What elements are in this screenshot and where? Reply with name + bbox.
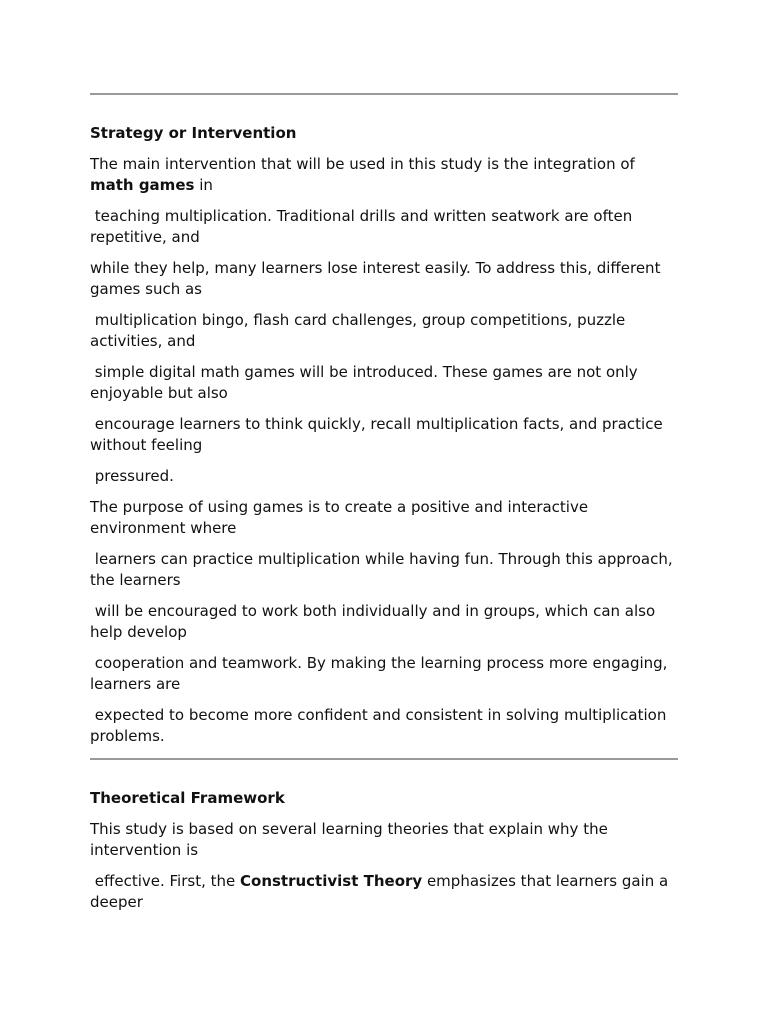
paragraph (90, 206, 678, 248)
paragraph (90, 497, 678, 539)
paragraph-text: in (194, 176, 213, 194)
paragraph-text: encourage learners to think quickly, recall multiplication facts, and practice without feeling (90, 415, 668, 454)
section-body-strategy (90, 154, 678, 757)
paragraph-text: multiplication bingo, flash card challenges, group competitions, puzzle activities, and (90, 311, 631, 350)
section-body-theoretical-framework (90, 819, 678, 923)
paragraph (90, 362, 678, 404)
paragraph-text: This study is based on several learning theories that explain why the intervention is (90, 820, 613, 859)
bold-term: Constructivist Theory (240, 872, 423, 890)
paragraph (90, 601, 678, 643)
section-heading-strategy: Strategy or Intervention (90, 124, 297, 142)
paragraph-text: expected to become more confident and consistent in solving multiplication problems. (90, 706, 672, 745)
paragraph (90, 819, 678, 861)
paragraph-text: emphasizes that learners gain a deeper (90, 872, 674, 911)
paragraph (90, 310, 678, 352)
section-heading-theoretical-framework: Theoretical Framework (90, 789, 285, 807)
paragraph-text: teaching multiplication. Traditional drills and written seatwork are often repetitive, and (90, 207, 637, 246)
paragraph (90, 653, 678, 695)
paragraph-text: pressured. (90, 467, 174, 485)
horizontal-rule (90, 93, 678, 95)
paragraph (90, 871, 678, 913)
paragraph-text: cooperation and teamwork. By making the learning process more engaging, learners are (90, 654, 673, 693)
paragraph-text: learners can practice multiplication while having fun. Through this approach, the learners (90, 550, 678, 589)
paragraph-text: simple digital math games will be introduced. These games are not only enjoyable but also (90, 363, 643, 402)
paragraph (90, 258, 678, 300)
paragraph-text: will be encouraged to work both individually and in groups, which can also help develop (90, 602, 660, 641)
horizontal-rule (90, 758, 678, 760)
paragraph (90, 549, 678, 591)
paragraph-text: while they help, many learners lose interest easily. To address this, different games such as (90, 259, 666, 298)
bold-term: math games (90, 176, 195, 194)
paragraph-text: effective. First, the (90, 872, 240, 890)
paragraph (90, 705, 678, 747)
paragraph (90, 154, 678, 196)
paragraph (90, 414, 678, 456)
paragraph-text: The main intervention that will be used in this study is the integration of (90, 155, 640, 173)
paragraph (90, 466, 678, 487)
paragraph-text: The purpose of using games is to create a positive and interactive environment where (90, 498, 593, 537)
